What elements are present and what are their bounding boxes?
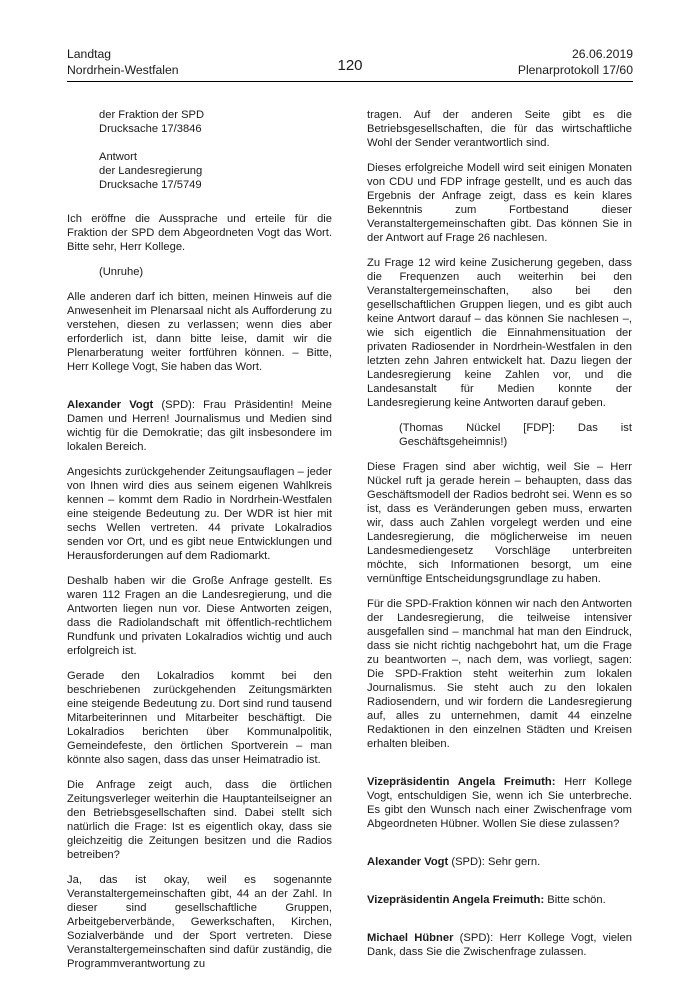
- speech-text: (SPD): Frau Präsidentin! Meine Damen und Herren! Journalismus und Medien sind wichtig für die Demokratie; das gilt insbesondere im lokalen Bereich.: [67, 399, 332, 453]
- header-right: [518, 46, 633, 78]
- speech-text: (SPD): Sehr gern.: [448, 856, 541, 868]
- right-column: [367, 108, 632, 970]
- session-date: 26.06.2019: [572, 47, 633, 61]
- paragraph: Angesichts zurückgehender Zeitungsauflagen – jeder von Ihnen wird dies aus seinem eigenen Wahlkreis kennen – kommt dem Radio in Nordrhein-Westfalen eine steigende Bedeutung zu. Der WDR ist hier mit sechs Wellen vertreten. 44 private Lokalradios senden vor Ort, und es gibt neue Entwicklungen und Herausforderungen auf dem Radiomarkt.: [67, 466, 332, 562]
- paragraph: Die Anfrage zeigt auch, dass die örtlichen Zeitungsverleger weiterhin die Hauptanteilseigner an den Betriebsgesellschaften sind. Dabei stellt sich natürlich die Frage: Ist es eigentlich okay, dass sie gleichzeitig die Zeitungen besitzen und die Radios betreiben?: [67, 779, 332, 861]
- ref-line: der Fraktion der SPD: [99, 109, 205, 121]
- paragraph: Dieses erfolgreiche Modell wird seit einigen Monaten von CDU und FDP infrage gestellt, und es auch das Ergebnis der Anfrage zeigt, dass es kein klares Bekenntnis zum Fortbestand dieser Veranstaltergemeinschaften gibt. Das können Sie in der Antwort auf Frage 26 nachlesen.: [367, 162, 632, 244]
- paragraph: Zu Frage 12 wird keine Zusicherung gegeben, dass die Frequenzen auch weiterhin bei den Veranstaltergemeinschaften, also bei den gesellschaftlichen Gruppen liegen, und es gibt auch keine Antwort darauf – das können Sie nachlesen –, wie sich eigentlich die Einnahmensituation der privaten Radiosender in Nordrhein-Westfalen in den letzten zehn Jahren entwickelt hat. Dazu liegen der Landesregierung keine Zahlen vor, und die Landesanstalt für Medien konnte der Landesregierung keine Antworten darauf geben.: [367, 257, 632, 409]
- paragraph: Für die SPD-Fraktion können wir nach den Antworten der Landesregierung, die teilweise intensiver ausgefallen sind – manchmal hat man den Eindruck, dass sie nicht richtig nachgebohrt hat, um die Frage zu beantworten –, nach dem, was vorliegt, sagen: Die SPD-Fraktion steht weiterhin zum lokalen Journalismus. Sie steht auch zu den lokalen Radiosendern, und wir fordern die Landesregierung auf, alles zu unternehmen, damit 44 einzelne Redaktionen in den einzelnen Städten und Kreisen erhalten bleiben.: [367, 598, 632, 750]
- stage-direction: (Unruhe): [99, 266, 144, 278]
- left-column: [67, 108, 332, 982]
- speaker-name: Alexander Vogt: [367, 856, 449, 868]
- speaker-name: Alexander Vogt: [67, 399, 154, 411]
- document-reference: [99, 108, 332, 192]
- paragraph: Ich eröffne die Aussprache und erteile für die Fraktion der SPD dem Abgeordneten Vogt das Wort. Bitte sehr, Herr Kollege.: [67, 213, 332, 253]
- speech-start: [367, 893, 632, 907]
- header-divider: [67, 81, 633, 82]
- speech-text: Bitte schön.: [544, 894, 606, 906]
- interjection: (Thomas Nückel [FDP]: Das ist Geschäftsgeheimnis!): [399, 422, 632, 448]
- parliament-name: Landtag: [67, 47, 112, 61]
- speech-text: (SPD): Herr Kollege Vogt, vielen Dank, dass Sie die Zwischenfrage zulassen.: [367, 932, 632, 958]
- speech-start: [367, 931, 632, 959]
- speaker-name: Michael Hübner: [367, 932, 454, 944]
- ref-line: Drucksache 17/3846: [99, 123, 202, 135]
- paragraph: Alle anderen darf ich bitten, meinen Hinweis auf die Anwesenheit im Plenarsaal nicht als Aufforderung zu verstehen, diesen zu verlassen; wenn dies aber erforderlich ist, dann bitte leise, damit wir die Plenarberatung weiter fortführen können. – Bitte, Herr Kollege Vogt, Sie haben das Wort.: [67, 291, 332, 373]
- speaker-name: Vizepräsidentin Angela Freimuth:: [367, 894, 545, 906]
- speech-text: Herr Kollege Vogt, entschuldigen Sie, wenn ich Sie unterbreche. Es gibt den Wunsch nach einer Zwischenfrage vom Abgeordneten Hübner. Wollen Sie diese zulassen?: [367, 776, 632, 830]
- speech-start: [67, 398, 332, 454]
- ref-line: Antwort: [99, 151, 137, 163]
- protocol-number: Plenarprotokoll 17/60: [517, 63, 633, 77]
- page-number: 120: [337, 57, 363, 74]
- paragraph: Deshalb haben wir die Große Anfrage gestellt. Es waren 112 Fragen an die Landesregierung, und die Antworten liegen nun vor. Diese Antworten zeigen, dass die Radiolandschaft mit öffentlich-rechtlichem Rundfunk und privaten Lokalradios wichtig und auch erfolgreich ist.: [67, 575, 332, 657]
- paragraph: Diese Fragen sind aber wichtig, weil Sie – Herr Nückel ruft ja gerade herein – behaupten, dass das Geschäftsmodell der Radios bedroht sei. Wenn es so ist, dass es Veränderungen geben muss, erwarten wir, dass auch Zahlen vorgelegt werden und eine Landesregierung, die möglicherweise im neuen Landesmediengesetz Vorschläge unterbreiten möchte, sich Informationen besorgt, um eine vernünftige Entscheidungsgrundlage zu haben.: [367, 461, 632, 585]
- ref-line: der Landesregierung: [99, 165, 203, 177]
- ref-line: Drucksache 17/5749: [99, 179, 202, 191]
- paragraph: tragen. Auf der anderen Seite gibt es die Betriebsgesellschaften, die für das wirtschaftliche Wohl der Sender verantwortlich sind.: [367, 109, 632, 149]
- speech-start: [367, 775, 632, 831]
- speaker-name: Vizepräsidentin Angela Freimuth:: [367, 776, 556, 788]
- paragraph: Gerade den Lokalradios kommt bei den beschriebenen zurückgehenden Zeitungsmärkten eine steigende Bedeutung zu. Dort sind rund tausend Mitarbeiterinnen und Mitarbeiter beschäftigt. Die Lokalradios berichten über Kommunalpolitik, Gemeindefeste, den örtlichen Sportverein – man könnte also sagen, dass das unser Heimatradio ist.: [67, 670, 332, 766]
- state-name: Nordrhein-Westfalen: [67, 63, 179, 77]
- paragraph: Ja, das ist okay, weil es sogenannte Veranstaltergemeinschaften gibt, 44 an der Zahl. In dieser sind gesellschaftliche Gruppen, Arbeitgeberverbände, Gewerkschaften, Kirchen, Sozialverbände und der Sport vertreten. Diese Veranstaltergemeinschaften sind dafür zuständig, die Programmverantwortung zu: [67, 874, 332, 970]
- speech-start: [367, 855, 632, 869]
